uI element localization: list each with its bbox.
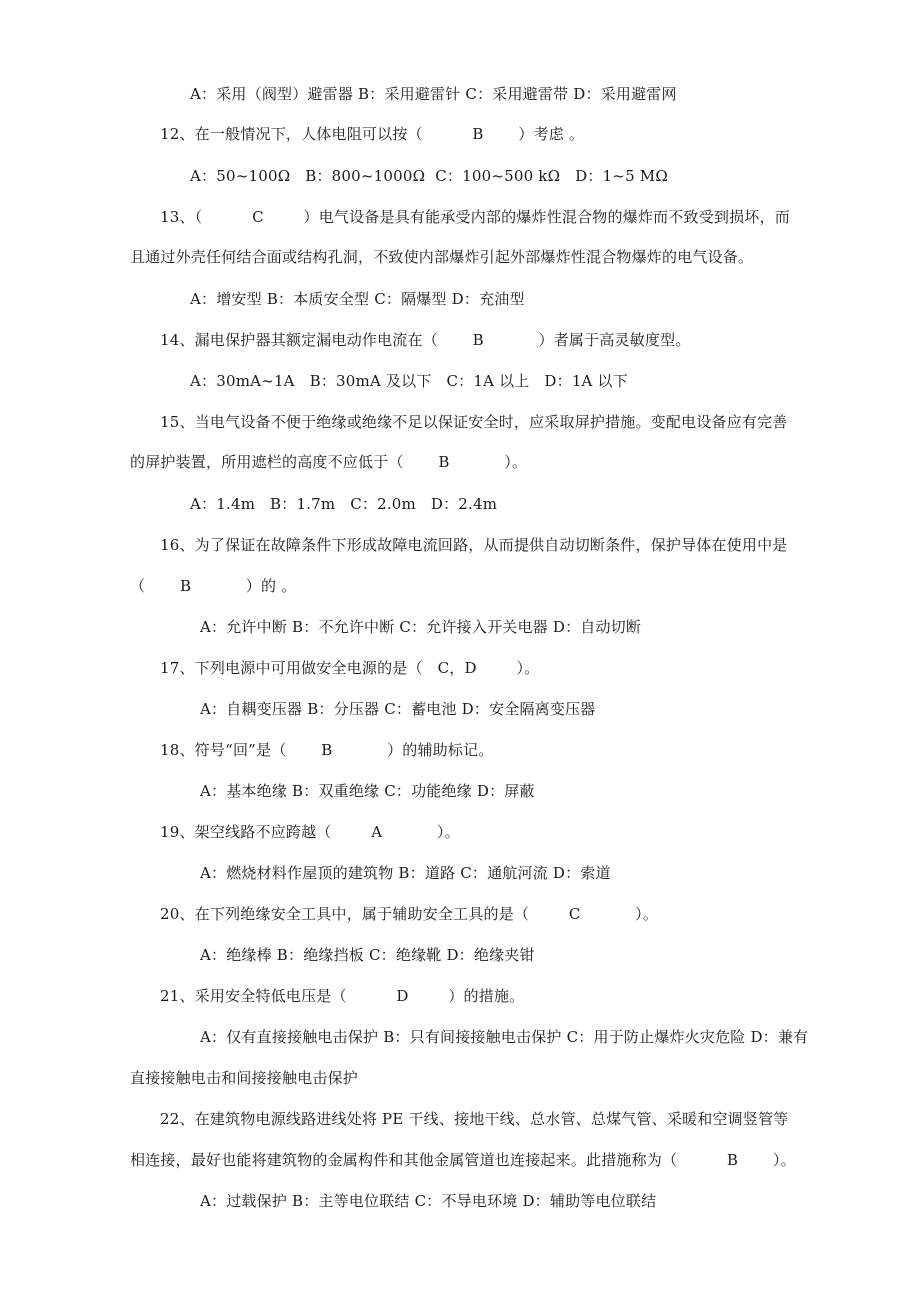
q21-options-cont: 直接接触电击和间接接触电击保护 — [130, 1069, 359, 1087]
q19-question: 19、架空线路不应跨越（ A ）。 — [160, 823, 460, 841]
q17-question: 17、下列电源中可用做安全电源的是（ C，D ）。 — [160, 659, 540, 677]
q11-options: A：采用（阀型）避雷器 B：采用避雷针 C：采用避雷带 D：采用避雷网 — [190, 85, 677, 103]
q19-options: A：燃烧材料作屋顶的建筑物 B：道路 C：通航河流 D：索道 — [200, 864, 611, 882]
q14-question: 14、漏电保护器其额定漏电动作电流在（ B ）者属于高灵敏度型。 — [160, 331, 691, 349]
q20-options: A：绝缘棒 B：绝缘挡板 C：绝缘靴 D：绝缘夹钳 — [200, 946, 535, 964]
q22-question: 22、在建筑物电源线路进线处将 PE 干线、接地干线、总水管、总煤气管、采暖和空调竖管等 — [160, 1110, 789, 1128]
q16-question: 16、为了保证在故障条件下形成故障电流回路，从而提供自动切断条件，保护导体在使用中是 — [160, 536, 788, 554]
q13-options: A：增安型 B：本质安全型 C：隔爆型 D：充油型 — [190, 290, 525, 308]
q20-question: 20、在下列绝缘安全工具中，属于辅助安全工具的是（ C ）。 — [160, 905, 659, 923]
q16-question-cont: （ B ）的 。 — [130, 577, 297, 595]
q16-options: A：允许中断 B：不允许中断 C：允许接入开关电器 D：自动切断 — [200, 618, 642, 636]
q13-question: 13、（ C ）电气设备是具有能承受内部的爆炸性混合物的爆炸而不致受到损坏，而 — [160, 208, 790, 226]
q21-question: 21、采用安全特低电压是（ D ）的措施。 — [160, 987, 525, 1005]
q14-options: A：30mA~1A B：30mA 及以下 C：1A 以上 D：1A 以下 — [190, 372, 628, 390]
q12-question: 12、在一般情况下，人体电阻可以按（ B ）考虑 。 — [160, 125, 585, 143]
q18-question: 18、符号“回”是（ B ）的辅助标记。 — [160, 741, 494, 759]
q12-options: A：50~100Ω B：800~1000Ω C：100~500 kΩ D：1~5 MΩ — [190, 167, 668, 185]
q22-options: A：过载保护 B：主等电位联结 C：不导电环境 D：辅助等电位联结 — [200, 1192, 657, 1210]
q22-question-cont: 相连接，最好也能将建筑物的金属构件和其他金属管道也连接起来。此措施称为（ B ）。 — [130, 1151, 796, 1169]
q15-options: A：1.4m B：1.7m C：2.0m D：2.4m — [190, 495, 498, 513]
q15-question-cont: 的屏护装置，所用遮栏的高度不应低于（ B ）。 — [130, 453, 528, 471]
q15-question: 15、当电气设备不便于绝缘或绝缘不足以保证安全时，应采取屏护措施。变配电设备应有完善 — [160, 413, 788, 431]
q21-options: A：仅有直接接触电击保护 B：只有间接接触电击保护 C：用于防止爆炸火灾危险 D：兼有 — [200, 1028, 809, 1046]
q13-question-cont: 且通过外壳任何结合面或结构孔洞，不致使内部爆炸引起外部爆炸性混合物爆炸的电气设备。 — [130, 248, 754, 266]
q17-options: A：自耦变压器 B：分压器 C：蓄电池 D：安全隔离变压器 — [200, 700, 596, 718]
q18-options: A：基本绝缘 B：双重绝缘 C：功能绝缘 D：屏蔽 — [200, 782, 535, 800]
